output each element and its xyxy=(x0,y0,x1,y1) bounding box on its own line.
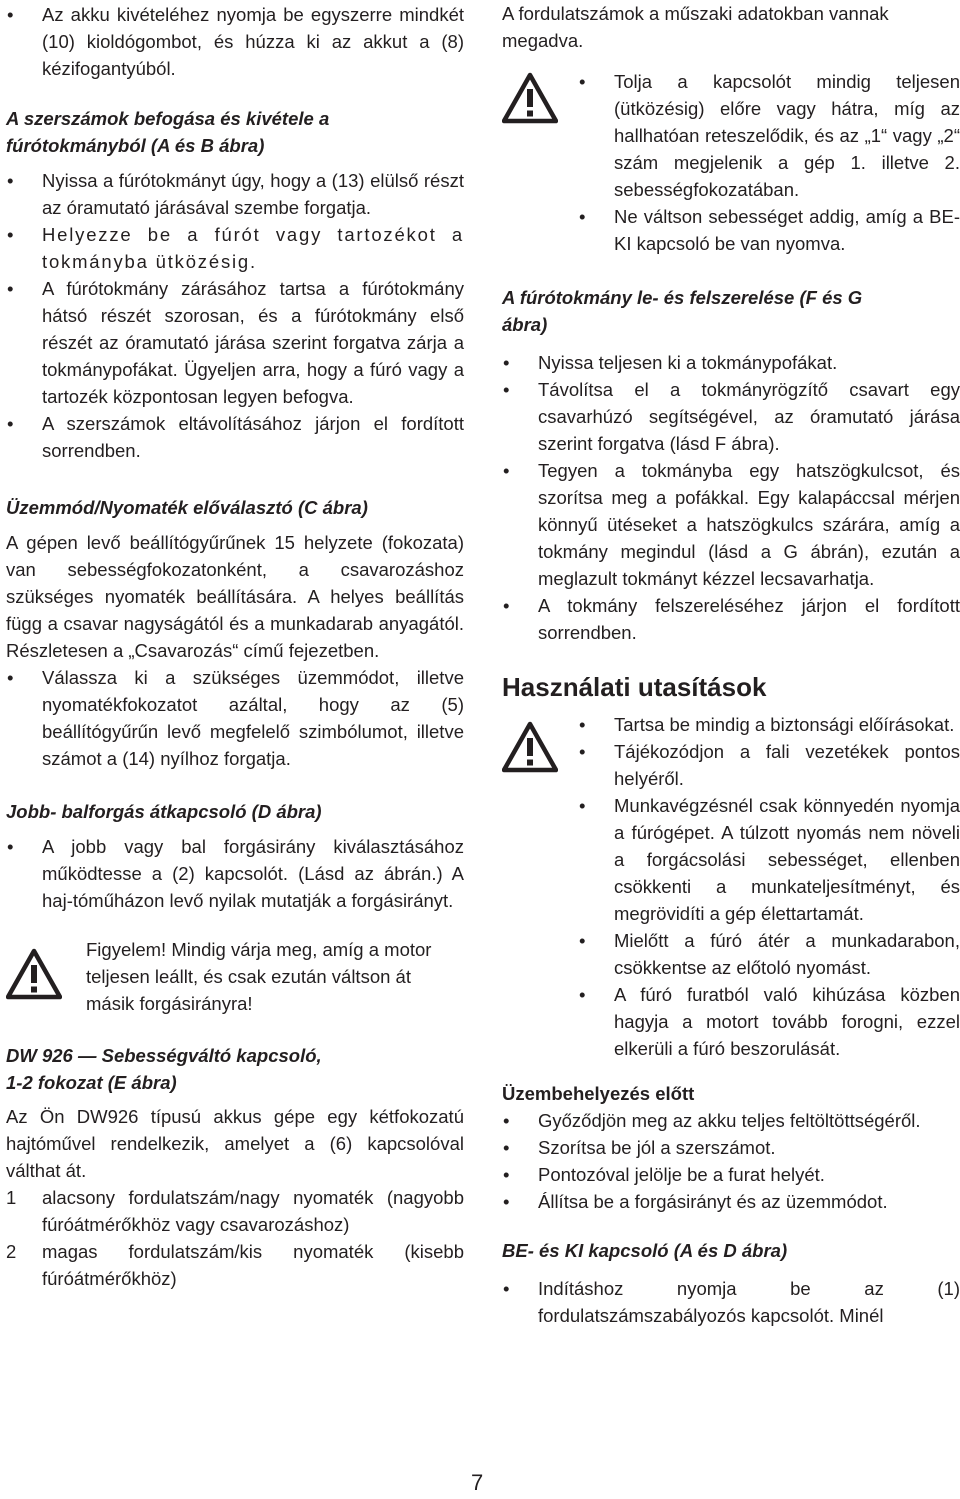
section-heading-tool-insertion: A szerszámok befogása és kivétele a fúrótokmányból (A és B ábra) xyxy=(6,108,330,156)
warning-box-direction xyxy=(6,936,464,1017)
direction-switch-list xyxy=(6,833,464,914)
list-item: • Nyissa a fúrótokmányt úgy, hogy a (13) elülső részt az óramutató járásával szembe forgatja. xyxy=(6,167,464,221)
tool-insertion-list xyxy=(6,167,464,464)
section-heading-speed-switch-line2: 1-2 fokozat (E ábra) xyxy=(6,1072,177,1093)
paragraph-mode-selector: A gépen levő beállítógyűrűnek 15 helyzete (fokozata) van sebességfokozatonként, a csavarozáshoz szükséges nyomaték beállítására. A helyes beállítás függ a csavar nagyságától és a munkadarab anyagától. Részletesen a „Csavarozás“ című fejezetben. xyxy=(6,532,464,661)
warning-box-usage xyxy=(502,711,960,1062)
list-item: • A fúró furatból való kihúzása közben hagyja a motort tovább forogni, ezzel elkerüli a fúró beszorulását. xyxy=(578,981,960,1062)
section-heading-speed-switch-line1: DW 926 — Sebességváltó kapcsoló, xyxy=(6,1045,322,1066)
mode-selector-list xyxy=(6,664,464,772)
list-number: 2 xyxy=(6,1241,17,1262)
speed-level-list xyxy=(6,1184,464,1292)
list-item: • Szorítsa be jól a szerszámot. xyxy=(502,1134,960,1161)
list-item: • Távolítsa el a tokmányrögzítő csavart egy csavarhúzó segítségével, az óramutató járása szerint forgatva (lásd F ábra). xyxy=(502,376,960,457)
list-item: • Tegyen a tokmányba egy hatszögkulcsot, és szorítsa meg a pofákkal. Egy kalapáccsal mérjen könnyű ütéseket a hatszögkulcs szárára, amíg a tokmány megindul (lásd a G ábrán), ezután a meglazult tokmányt kézzel lecsavarhatja. xyxy=(502,457,960,592)
list-item: • Indításhoz nyomja be az (1) fordulatszámszabályozós kapcsolót. Minél xyxy=(502,1275,960,1329)
speed-switch-list xyxy=(578,68,960,257)
page-number: 7 xyxy=(471,1470,484,1495)
section-heading-usage: Használati utasítások xyxy=(502,672,767,702)
warning-text: Figyelem! Mindig várja meg, amíg a motor teljesen leállt, és csak ezután váltson át másik forgásirányra! xyxy=(86,939,432,1014)
warning-triangle-icon xyxy=(502,721,558,780)
right-column xyxy=(502,0,960,1329)
section-heading-chuck-removal: A fúrótokmány le- és felszerelése (F és G ábra) xyxy=(502,287,863,335)
left-column xyxy=(6,0,464,1292)
list-item: • A fúrótokmány zárásához tartsa a fúrótokmány hátsó részét szorosan, és a fúrótokmány első részét az óramutató járása szerint forgatva zárja a tokmánypofákat. Ügyeljen arra, hogy a fúró vagy a tartozék központosan legyen befogva. xyxy=(6,275,464,410)
list-item-text: alacsony fordulatszám/nagy nyomaték (nagyobb fúróátmérőkhöz vagy csavarozáshoz) xyxy=(42,1187,464,1235)
warning-triangle-icon xyxy=(6,948,62,1007)
list-item: • A tokmány felszereléséhez járjon el fordított sorrendben. xyxy=(502,592,960,646)
list-item: • Nyissa teljesen ki a tokmánypofákat. xyxy=(502,349,960,376)
list-item: • Tolja a kapcsolót mindig teljesen (ütközésig) előre vagy hátra, míg az hallhatóan reteszelődik, és az „1“ vagy „2“ szám megjelenik a gép 1. illetve 2. sebességfokozatában. xyxy=(578,68,960,203)
list-item-text: magas fordulatszám/kis nyomaték (kisebb fúróátmérőkhöz) xyxy=(42,1241,464,1289)
list-item: • Ne váltson sebességet addig, amíg a BE-KI kapcsoló be van nyomva. xyxy=(578,203,960,257)
on-off-switch-list xyxy=(502,1275,960,1329)
list-item xyxy=(6,1238,464,1292)
list-item: • Munkavégzésnél csak könnyedén nyomja a fúrógépet. A túlzott nyomás nem növeli a forgácsolási sebességet, ellenben csökkenti a munkateljesítményt, és megrövidíti a gép élettartamát. xyxy=(578,792,960,927)
list-item: • Az akku kivételéhez nyomja be egyszerre mindkét (10) kioldógombot, és húzza ki az akkut a (8) kézifogantyúból. xyxy=(6,1,464,82)
section-heading-mode-selector: Üzemmód/Nyomaték előválasztó (C ábra) xyxy=(6,497,368,518)
chuck-removal-list xyxy=(502,349,960,646)
section-heading-direction-switch: Jobb- balforgás átkapcsoló (D ábra) xyxy=(6,801,322,822)
list-item: • Válassza ki a szükséges üzemmódot, illetve nyomatékfokozatot azáltal, hogy az (5) beállítógyűrűn levő megfelelő szimbólumot, illetve számot a (14) nyílhoz forgatja. xyxy=(6,664,464,772)
list-item: • Állítsa be a forgásirányt és az üzemmódot. xyxy=(502,1188,960,1215)
usage-list xyxy=(578,711,960,1062)
list-item: • Győződjön meg az akku teljes feltöltöttségéről. xyxy=(502,1107,960,1134)
section-heading-on-off-switch: BE- és KI kapcsoló (A és D ábra) xyxy=(502,1240,788,1261)
list-item: • Helyezze be a fúrót vagy tartozékot a tokmányba ütközésig. xyxy=(6,221,464,275)
list-item: • A szerszámok eltávolításához járjon el fordított sorrendben. xyxy=(6,410,464,464)
list-item: • Mielőtt a fúró átér a munkadarabon, csökkentse az előtoló nyomást. xyxy=(578,927,960,981)
section-heading-before-use: Üzembehelyezés előtt xyxy=(502,1083,695,1104)
list-item: • A jobb vagy bal forgásirány kiválasztásához működtesse a (2) kapcsolót. (Lásd az ábrán.) A haj-tóműházon levő nyilak mutatják a forgásirányt. xyxy=(6,833,464,914)
paragraph-speeds-intro: A fordulatszámok a műszaki adatokban vannak megadva. xyxy=(502,3,889,51)
list-item: • Pontozóval jelölje be a furat helyét. xyxy=(502,1161,960,1188)
warning-box-speed-switch xyxy=(502,68,960,257)
warning-triangle-icon xyxy=(502,72,558,131)
list-item: • Tájékozódjon a fali vezetékek pontos helyéről. xyxy=(578,738,960,792)
paragraph-speed-switch: Az Ön DW926 típusú akkus gépe egy kétfokozatú hajtóművel rendelkezik, amelyet a (6) kapcsolóval válthat át. xyxy=(6,1106,464,1181)
list-item: • Tartsa be mindig a biztonsági előírásokat. xyxy=(578,711,960,738)
list-number: 1 xyxy=(6,1187,17,1208)
list-item xyxy=(6,1184,464,1238)
top-bullet-list xyxy=(6,1,464,82)
before-use-list xyxy=(502,1107,960,1215)
